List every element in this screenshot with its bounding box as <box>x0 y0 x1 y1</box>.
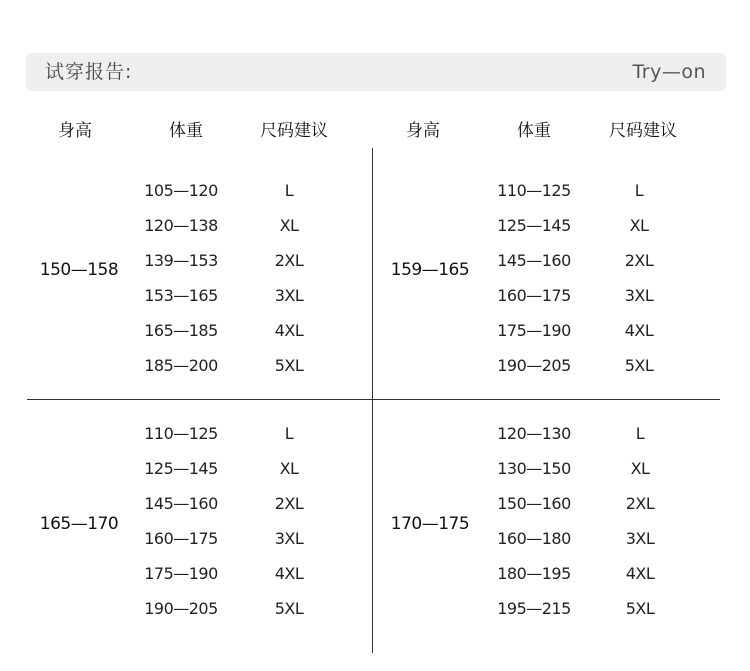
weight-range-cell: 180—195 <box>497 564 571 583</box>
height-range-label: 159—165 <box>390 260 470 280</box>
size-suggestion-cell: XL <box>630 459 650 478</box>
column-header-size-left: 尺码建议 <box>260 121 328 141</box>
weight-range-cell: 160—175 <box>497 286 571 305</box>
weight-range-cell: 165—185 <box>144 321 218 340</box>
weight-range-cell: 153—165 <box>144 286 218 305</box>
column-header-size-right: 尺码建议 <box>609 121 677 141</box>
vertical-divider <box>372 148 373 653</box>
weight-range-cell: 185—200 <box>144 356 218 375</box>
size-suggestion-cell: 3XL <box>624 286 654 305</box>
weight-range-cell: 120—138 <box>144 216 218 235</box>
size-suggestion-cell: L <box>634 181 644 200</box>
size-suggestion-cell: 4XL <box>274 564 304 583</box>
height-range-label: 170—175 <box>390 514 470 534</box>
horizontal-divider <box>27 399 720 400</box>
size-suggestion-cell: 2XL <box>625 494 655 513</box>
column-header-weight-right: 体重 <box>517 121 551 141</box>
size-suggestion-cell: L <box>284 424 294 443</box>
weight-range-cell: 190—205 <box>144 599 218 618</box>
size-suggestion-cell: 2XL <box>274 251 304 270</box>
weight-range-cell: 175—190 <box>497 321 571 340</box>
weight-range-cell: 145—160 <box>497 251 571 270</box>
weight-range-cell: 145—160 <box>144 494 218 513</box>
size-suggestion-cell: L <box>635 424 645 443</box>
column-header-weight-left: 体重 <box>169 121 203 141</box>
weight-range-cell: 125—145 <box>144 459 218 478</box>
size-suggestion-cell: 5XL <box>274 599 304 618</box>
weight-range-cell: 175—190 <box>144 564 218 583</box>
weight-range-cell: 110—125 <box>497 181 571 200</box>
report-subtitle: Try—on <box>632 61 706 83</box>
size-suggestion-cell: XL <box>279 459 299 478</box>
size-suggestion-cell: 5XL <box>625 599 655 618</box>
height-range-label: 165—170 <box>39 514 119 534</box>
size-suggestion-cell: XL <box>279 216 299 235</box>
size-suggestion-cell: 4XL <box>625 564 655 583</box>
weight-range-cell: 125—145 <box>497 216 571 235</box>
weight-range-cell: 150—160 <box>497 494 571 513</box>
weight-range-cell: 120—130 <box>497 424 571 443</box>
size-suggestion-cell: 2XL <box>274 494 304 513</box>
size-suggestion-cell: 5XL <box>274 356 304 375</box>
size-suggestion-cell: 2XL <box>624 251 654 270</box>
size-suggestion-cell: 3XL <box>274 286 304 305</box>
size-suggestion-cell: XL <box>629 216 649 235</box>
column-header-height-left: 身高 <box>58 121 92 141</box>
size-suggestion-cell: L <box>284 181 294 200</box>
report-title: 试穿报告: <box>45 61 133 83</box>
weight-range-cell: 160—175 <box>144 529 218 548</box>
column-header-height-right: 身高 <box>406 121 440 141</box>
weight-range-cell: 130—150 <box>497 459 571 478</box>
weight-range-cell: 160—180 <box>497 529 571 548</box>
weight-range-cell: 195—215 <box>497 599 571 618</box>
weight-range-cell: 105—120 <box>144 181 218 200</box>
size-suggestion-cell: 4XL <box>274 321 304 340</box>
size-suggestion-cell: 4XL <box>624 321 654 340</box>
weight-range-cell: 110—125 <box>144 424 218 443</box>
size-suggestion-cell: 5XL <box>624 356 654 375</box>
report-header-bar <box>26 53 726 91</box>
size-suggestion-cell: 3XL <box>625 529 655 548</box>
weight-range-cell: 190—205 <box>497 356 571 375</box>
size-suggestion-cell: 3XL <box>274 529 304 548</box>
weight-range-cell: 139—153 <box>144 251 218 270</box>
height-range-label: 150—158 <box>39 260 119 280</box>
